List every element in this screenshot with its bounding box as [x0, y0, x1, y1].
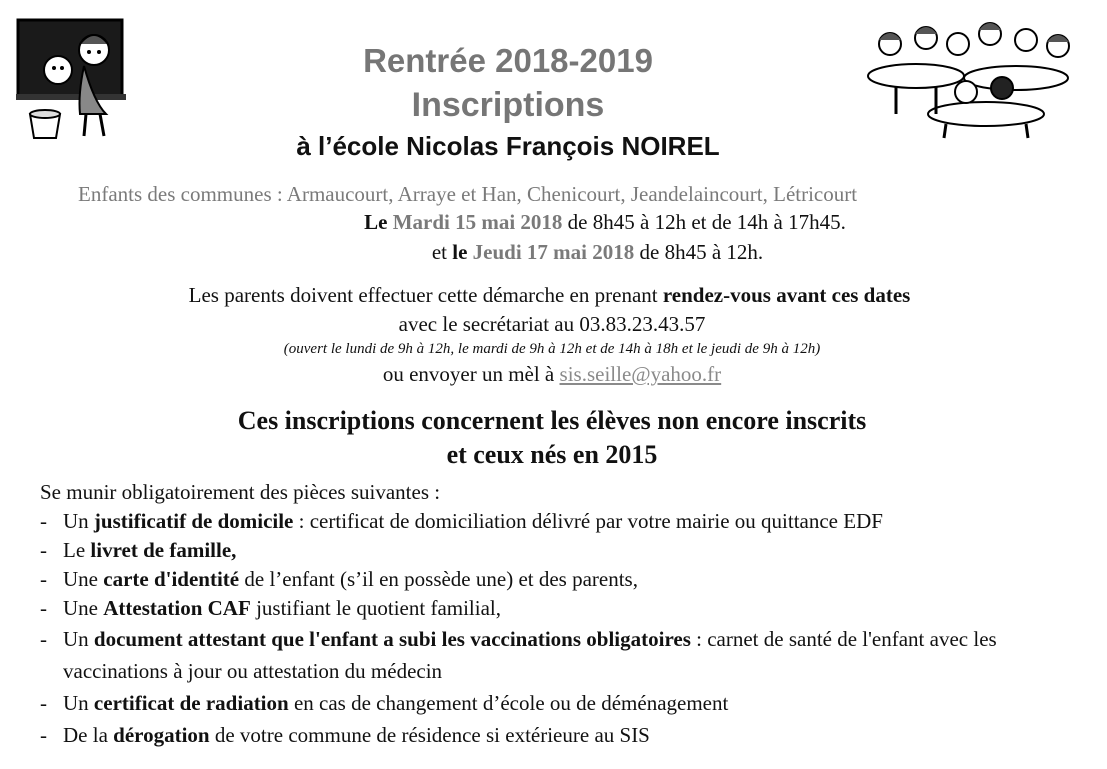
item-bold: justificatif de domicile [93, 509, 294, 533]
school-name: à l’école Nicolas François NOIREL [296, 131, 720, 161]
parents-bold: rendez-vous avant ces dates [662, 283, 911, 307]
item-pre: Un [63, 691, 89, 715]
date1-hours: de 8h45 à 12h et de 14h à 17h45. [567, 210, 846, 234]
item-bold: Attestation CAF [103, 596, 251, 620]
date2-prefix-le: le [452, 240, 468, 264]
documents-intro: Se munir obligatoirement des pièces suivantes : [40, 480, 441, 504]
concern-line-1: Ces inscriptions concernent les élèves non encore inscrits [237, 406, 867, 435]
item-bold: certificat de radiation [93, 691, 289, 715]
date1-prefix: Le [364, 210, 388, 234]
date1-date: Mardi 15 mai 2018 [392, 210, 563, 234]
date-line-1 [0, 210, 1107, 235]
secretariat-phone: avec le secrétariat au 03.83.23.43.57 [398, 312, 706, 336]
list-item [40, 687, 1100, 719]
parents-instruction [0, 283, 1099, 308]
opening-hours: (ouvert le lundi de 9h à 12h, le mardi de 9h à 12h et de 14h à 18h et le jeudi de 9h à 12h) [283, 341, 821, 357]
item-post: en cas de changement d’école ou de déménagement [288, 691, 729, 715]
item-post: de l’enfant (s’il en possède une) et des parents, [239, 567, 638, 591]
date2-hours: de 8h45 à 12h. [639, 240, 764, 264]
item-bold: carte d'identité [103, 567, 240, 591]
communes-list: Enfants des communes : Armaucourt, Arraye et Han, Chenicourt, Jeandelaincourt, Létricourt [78, 182, 858, 206]
list-item [40, 719, 1100, 751]
documents-list [40, 507, 1100, 751]
date2-date: Jeudi 17 mai 2018 [472, 240, 635, 264]
item-post: de votre commune de résidence si extérieure au SIS [209, 723, 650, 747]
item-pre: Un [63, 627, 89, 651]
item-post: justifiant le quotient familial, [250, 596, 502, 620]
date-line-2 [0, 240, 1107, 265]
list-item [40, 594, 1100, 623]
item-post: : carnet de santé de l'enfant avec les vaccinations à jour ou attestation du médecin [63, 627, 997, 683]
list-item [40, 623, 1100, 687]
item-bold: document attestant que l'enfant a subi les vaccinations obligatoires [93, 627, 691, 651]
parents-text: Les parents doivent effectuer cette démarche en prenant [188, 283, 658, 307]
mail-line [0, 362, 1104, 387]
item-bold: dérogation [113, 723, 210, 747]
email-link[interactable]: sis.seille@yahoo.fr [559, 362, 722, 386]
item-bold: livret de famille, [90, 538, 237, 562]
concern-line-2: et ceux nés en 2015 [446, 440, 658, 469]
item-pre: Une [63, 596, 98, 620]
title-year: Rentrée 2018-2019 [363, 42, 653, 79]
list-item [40, 507, 1100, 536]
list-item [40, 536, 1100, 565]
mail-text: ou envoyer un mèl à [382, 362, 555, 386]
item-pre: Un [63, 509, 89, 533]
date2-prefix-et: et [431, 240, 447, 264]
item-pre: De la [63, 723, 108, 747]
item-pre: Une [63, 567, 98, 591]
item-post: : certificat de domiciliation délivré par votre mairie ou quittance EDF [293, 509, 883, 533]
list-item [40, 565, 1100, 594]
item-pre: Le [63, 538, 86, 562]
title-inscriptions: Inscriptions [411, 86, 605, 124]
